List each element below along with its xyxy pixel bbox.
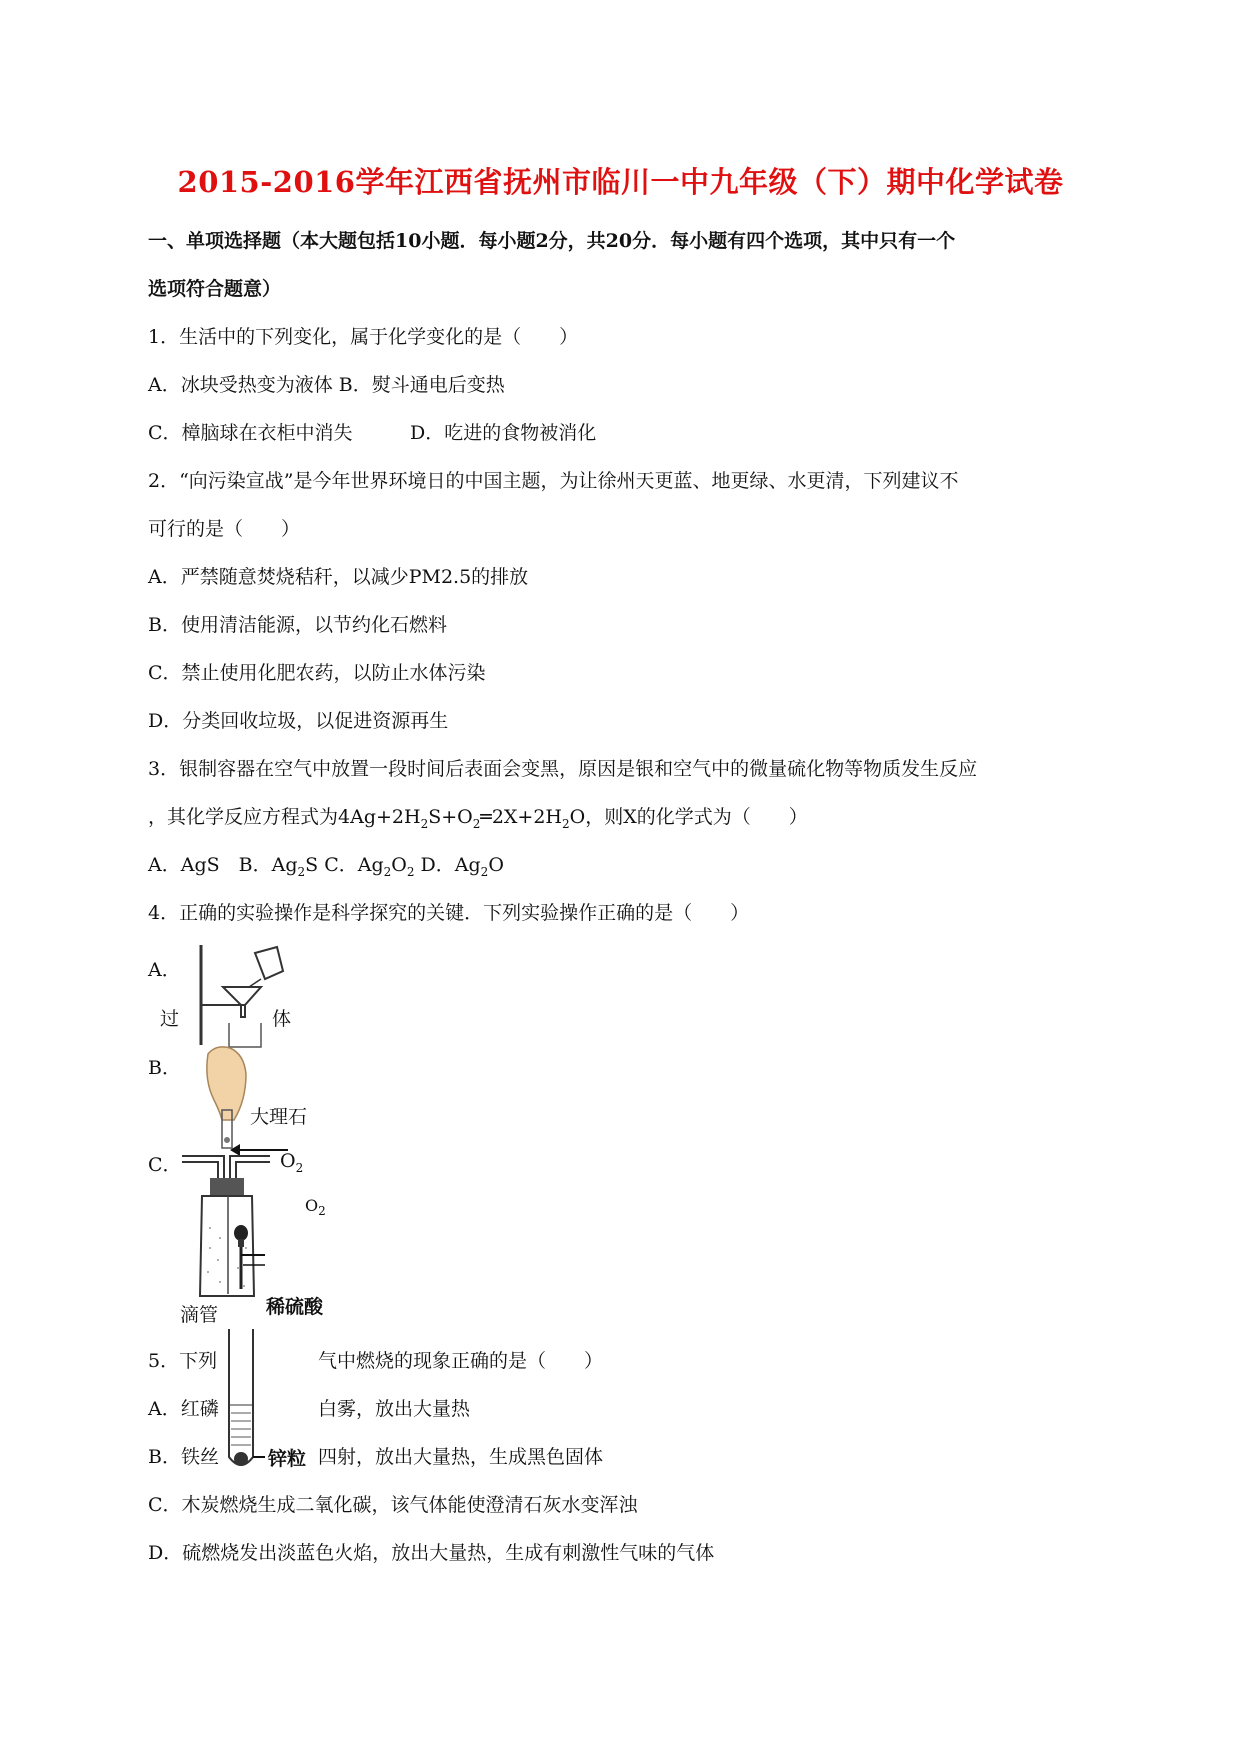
- figure-d-dropper-label: 滴管: [180, 1304, 219, 1326]
- q3-option-a: A．AgS: [148, 854, 220, 876]
- q1-option-d: D．吃进的食物被消化: [410, 422, 597, 444]
- q2-stem-line1: 2．“向污染宣战”是今年世界环境日的中国主题，为让徐州天更蓝、地更绿、水更清，下列建议不: [148, 470, 959, 492]
- section-heading-line1: 一、单项选择题（本大题包括10小题．每小题2分，共20分．每小题有四个选项，其中只有一个: [148, 230, 956, 252]
- q4-option-c-label: C．: [148, 1154, 182, 1176]
- q2-option-c: C．禁止使用化肥农药，以防止水体污染: [148, 662, 486, 684]
- figure-d-acid-label: 稀硫酸: [266, 1296, 324, 1318]
- figure-filtration: [185, 945, 285, 1050]
- q2-option-d: D．分类回收垃圾，以促进资源再生: [148, 710, 449, 732]
- section-heading-line2: 选项符合题意）: [148, 278, 282, 300]
- q3-option-b: B．$Ag_2S$: [238, 854, 319, 879]
- q5-option-a-part2: 白雾，放出大量热: [318, 1398, 471, 1420]
- figure-dropper-test-tube: [225, 1225, 315, 1475]
- figure-d-zinc-label: 锌粒: [268, 1448, 307, 1470]
- q5-option-d: D．硫燃烧发出淡蓝色火焰，放出大量热，生成有刺激性气味的气体: [148, 1542, 715, 1564]
- q3-option-d: D．$Ag_2O$: [420, 854, 504, 879]
- figure-hand-test-tube: [200, 1040, 270, 1150]
- q1-stem: 1．生活中的下列变化，属于化学变化的是（ ）: [148, 326, 579, 348]
- q2-stem-line2: 可行的是（ ）: [148, 518, 301, 540]
- q5-option-b-part2: 四射，放出大量热，生成黑色固体: [318, 1446, 604, 1468]
- figure-c-o2-label-2: $O_2$: [305, 1196, 326, 1219]
- q5-option-c: C．木炭燃烧生成二氧化碳，该气体能使澄清石灰水变浑浊: [148, 1494, 638, 1516]
- q4-option-b-label: B．: [148, 1057, 181, 1079]
- q3-options: [148, 850, 504, 879]
- figure-a-right-text: 体: [272, 1008, 292, 1030]
- figure-b-marble-label: 大理石: [250, 1106, 308, 1128]
- q1-options-ab: A．冰块受热变为液体 B．熨斗通电后变热: [148, 374, 505, 396]
- q3-stem-line2: ，其化学反应方程式为$4Ag+2H_2S+O_2═2X+2H_2O$，则X的化学式为（ ）: [148, 806, 808, 831]
- q4-option-a-label: A．: [148, 959, 181, 981]
- page-title: 2015-2016学年江西省抚州市临川一中九年级（下）期中化学试卷: [177, 165, 1064, 199]
- q3-option-c: C．$Ag_2O_2$: [324, 854, 415, 879]
- q2-option-b: B．使用清洁能源，以节约化石燃料: [148, 614, 447, 636]
- q4-stem: 4．正确的实验操作是科学探究的关键．下列实验操作正确的是（ ）: [148, 902, 750, 924]
- q5-option-b-part1: B．铁丝: [148, 1446, 219, 1468]
- q5-option-a-part1: A．红磷: [148, 1398, 219, 1420]
- figure-c-o2-label: $O_2$: [280, 1150, 304, 1175]
- q1-option-c: C．樟脑球在衣柜中消失: [148, 422, 353, 444]
- q2-option-a: A．严禁随意焚烧秸秆，以减少PM2.5的排放: [148, 566, 529, 588]
- figure-a-left-text: 过: [160, 1008, 180, 1030]
- q5-stem-part2: 气中燃烧的现象正确的是（ ）: [318, 1350, 604, 1372]
- q5-stem-part1: 5．下列: [148, 1350, 218, 1372]
- q3-stem-line1: 3．银制容器在空气中放置一段时间后表面会变黑，原因是银和空气中的微量硫化物等物质发生反应: [148, 758, 978, 780]
